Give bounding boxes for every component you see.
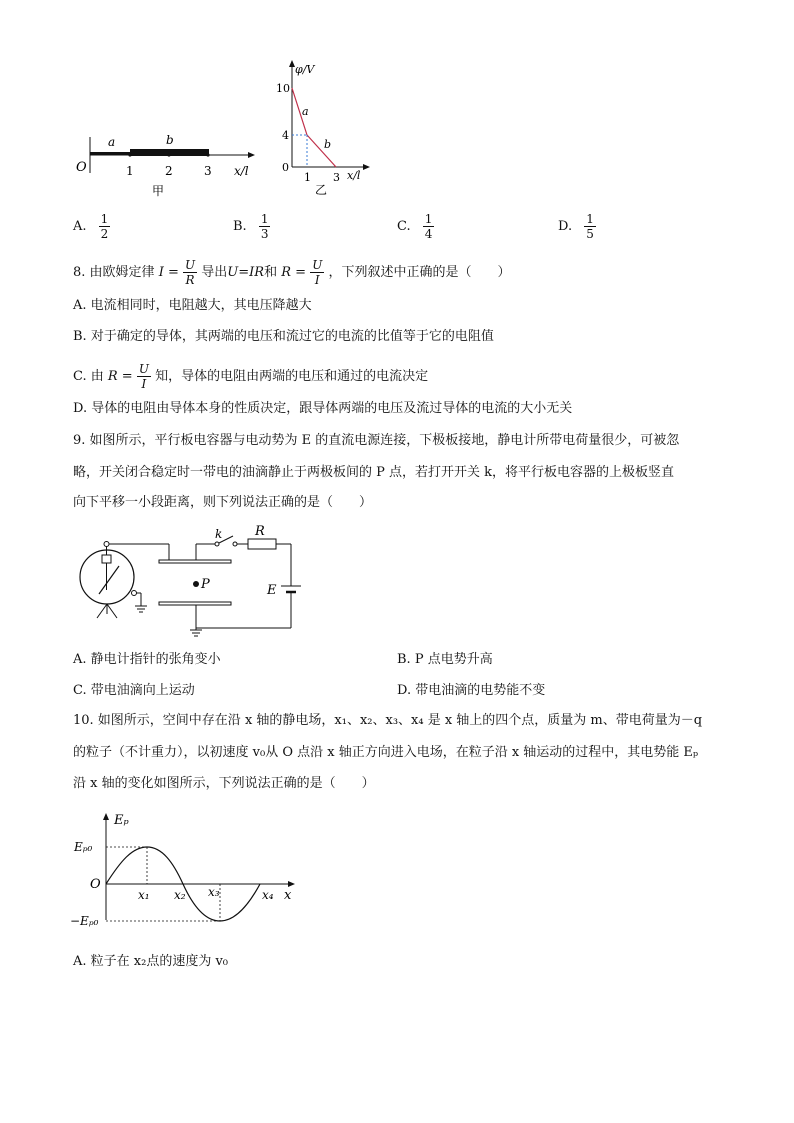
q9-stem-line3: 向下平移一小段距离，则下列说法正确的是（ ） bbox=[73, 495, 373, 510]
q9-option-b: B. P 点电势升高 bbox=[397, 652, 493, 667]
q9-option-a: A. 静电计指针的张角变小 bbox=[73, 652, 221, 667]
segment-a bbox=[90, 152, 130, 155]
q8-option-b: B. 对于确定的导体，其两端的电压和流过它的电流的比值等于它的电阻值 bbox=[73, 329, 494, 344]
label-k: k bbox=[215, 527, 223, 541]
phi-curve bbox=[292, 88, 336, 167]
electroscope-needle bbox=[99, 566, 119, 594]
resistor bbox=[248, 539, 276, 549]
lower-plate bbox=[159, 602, 231, 605]
caption-yi: 乙 bbox=[315, 183, 328, 197]
q8-option-a: A. 电流相同时，电阻越大，其电压降越大 bbox=[73, 298, 312, 313]
q7-option-d: D. $\frac{1}{5}$ bbox=[558, 212, 594, 241]
q8-stem: 8. 由欧姆定律 I = $\frac{U}{R}$ 导出U=IR和 R = $\frac{U}{I}$ ，下列叙述中正确的是（ ） bbox=[73, 258, 511, 287]
label-b: b bbox=[166, 133, 174, 147]
label-a: a bbox=[108, 135, 116, 149]
q10-energy-graph bbox=[70, 808, 305, 928]
q8-option-c: C. 由 R = $\frac{U}{I}$ 知，导体的电阻由两端的电压和通过的电流决定 bbox=[73, 362, 429, 391]
q9-stem-line1: 9. 如图所示，平行板电容器与电动势为 E 的直流电源连接，下极板接地，静电计所带电荷量很少，可被忽 bbox=[73, 433, 680, 448]
y-tick-0: 0 bbox=[282, 161, 289, 174]
q7-option-a: A. $\frac{1}{2}$ bbox=[73, 212, 109, 241]
label-e: E bbox=[267, 583, 277, 598]
q10-stem-line3: 沿 x 轴的变化如图所示，下列说法正确的是（ ） bbox=[73, 776, 375, 791]
seg-a-label: a bbox=[302, 105, 309, 118]
label-r: R bbox=[255, 524, 265, 539]
q9-option-d: D. 带电油滴的电势能不变 bbox=[397, 683, 546, 698]
label-p: P bbox=[201, 577, 210, 592]
y-axis-label: φ/V bbox=[295, 63, 315, 76]
figure-jia bbox=[70, 125, 260, 200]
origin-label: O bbox=[76, 160, 87, 175]
y-tick-4: 4 bbox=[282, 129, 289, 142]
caption-jia: 甲 bbox=[152, 184, 165, 198]
x-axis-label: x bbox=[284, 888, 292, 903]
y-tick-10: 10 bbox=[276, 82, 290, 95]
axis-label: x/l bbox=[234, 164, 249, 178]
q10-stem-line2: 的粒子（不计重力），以初速度 v₀从 O 点沿 x 轴正方向进入电场，在粒子沿 x 轴运动的过程中，其电势能 Eₚ bbox=[73, 745, 699, 760]
x-tick-1: 1 bbox=[304, 171, 311, 184]
x-axis-label: x/l bbox=[347, 169, 361, 182]
x4-label: x₄ bbox=[262, 888, 274, 902]
x2-label: x₂ bbox=[174, 888, 186, 902]
q10-option-a: A. 粒子在 x₂点的速度为 v₀ bbox=[73, 954, 229, 969]
figure-yi bbox=[270, 55, 380, 200]
tick-1: 1 bbox=[126, 164, 134, 178]
q9-circuit-figure bbox=[75, 522, 305, 640]
ep0-label: Eₚ₀ bbox=[74, 840, 93, 854]
tick-3: 3 bbox=[204, 164, 212, 178]
x3-label: x₃ bbox=[208, 885, 220, 899]
neg-ep0-label: −Eₚ₀ bbox=[70, 914, 99, 928]
y-axis-label: Eₚ bbox=[114, 813, 129, 828]
q9-option-c: C. 带电油滴向上运动 bbox=[73, 683, 195, 698]
q7-option-c: C. $\frac{1}{4}$ bbox=[397, 212, 433, 241]
q10-stem-line1: 10. 如图所示，空间中存在沿 x 轴的静电场，x₁、x₂、x₃、x₄ 是 x 轴上的四个点，质量为 m、带电荷量为－q bbox=[73, 713, 703, 728]
tick-2: 2 bbox=[165, 164, 173, 178]
x1-label: x₁ bbox=[138, 888, 150, 902]
origin-label: O bbox=[90, 877, 101, 892]
upper-plate bbox=[159, 560, 231, 563]
q8-option-d: D. 导体的电阻由导体本身的性质决定，跟导体两端的电压及流过导体的电流的大小无关 bbox=[73, 401, 573, 416]
x-tick-3: 3 bbox=[333, 171, 340, 184]
oil-drop bbox=[193, 581, 199, 587]
seg-b-label: b bbox=[324, 138, 332, 151]
q7-option-b: B. $\frac{1}{3}$ bbox=[233, 212, 269, 241]
q9-stem-line2: 略，开关闭合稳定时一带电的油滴静止于两极板间的 P 点，若打开开关 k，将平行板电容器的上极板竖直 bbox=[73, 465, 675, 480]
